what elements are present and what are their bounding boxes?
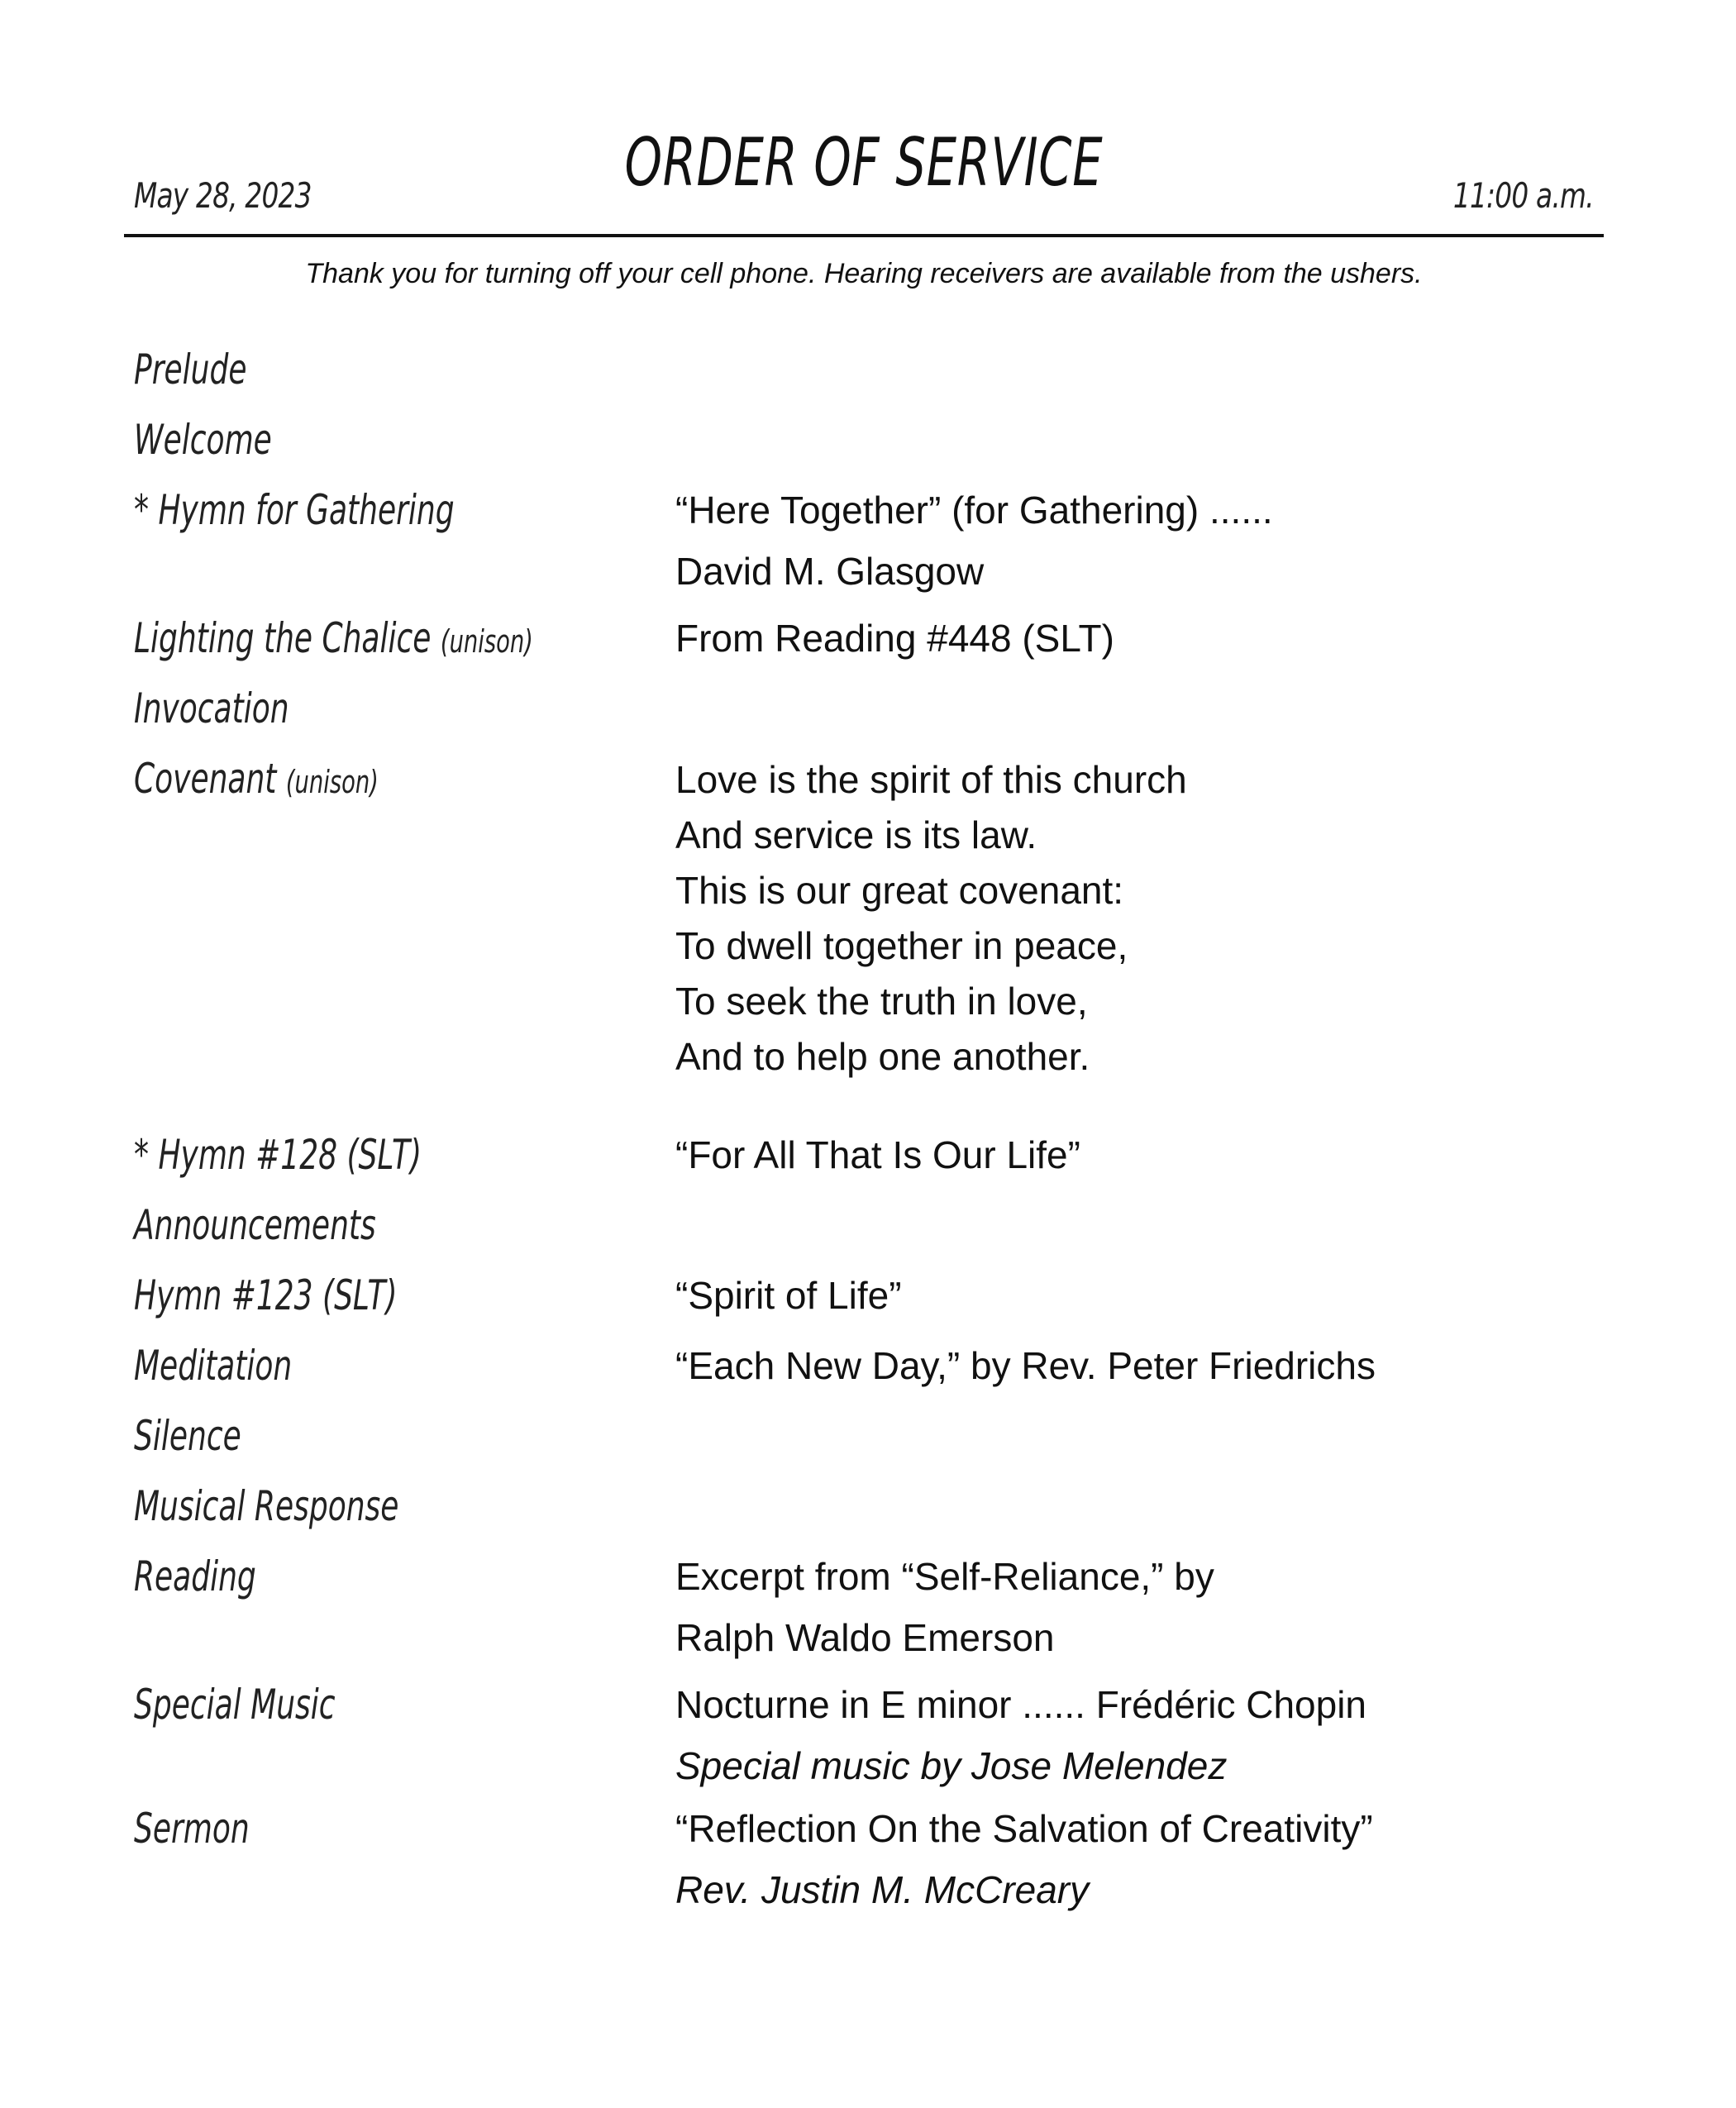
item-label: Reading <box>134 1552 256 1600</box>
item-label: Hymn #123 (SLT) <box>134 1271 398 1319</box>
content-line: To seek the truth in love, <box>675 980 1088 1023</box>
content-line: Ralph Waldo Emerson <box>675 1616 1055 1659</box>
item-label: Announcements <box>134 1201 376 1249</box>
content-line: And service is its law. <box>675 813 1037 856</box>
item-label: Special Music <box>134 1681 336 1729</box>
content-line: David M. Glasgow <box>675 550 985 593</box>
service-date: May 28, 2023 <box>134 175 312 216</box>
header-divider <box>124 234 1604 237</box>
item-label-note: (unison) <box>285 764 379 800</box>
content-line: “Here Together” (for Gathering) ...... <box>675 489 1273 532</box>
item-label <box>134 614 533 662</box>
service-header <box>124 116 1604 240</box>
page-title: ORDER OF SERVICE <box>624 124 1104 201</box>
service-time: 11:00 a.m. <box>1453 175 1594 216</box>
item-label-note: (unison) <box>440 623 533 660</box>
covenant-text <box>675 752 1187 1085</box>
item-content <box>675 608 1114 669</box>
content-line: To dwell together in peace, <box>675 924 1128 967</box>
content-line: Nocturne in E minor ...... Frédéric Chopin <box>675 1683 1366 1726</box>
item-label-text: Covenant <box>134 755 277 803</box>
item-content <box>675 1124 1080 1185</box>
item-label-text: Lighting the Chalice <box>134 614 432 662</box>
content-line: Excerpt from “Self-Reliance,” by <box>675 1555 1214 1598</box>
item-label <box>134 755 379 803</box>
item-label: Silence <box>134 1412 241 1460</box>
item-label: Musical Response <box>134 1482 399 1530</box>
item-label: Prelude <box>134 346 247 393</box>
item-content <box>675 1798 1373 1920</box>
content-line: Love is the spirit of this church <box>675 758 1187 801</box>
item-content <box>675 479 1273 602</box>
item-label: * Hymn for Gathering <box>134 486 455 534</box>
item-content <box>675 1335 1376 1396</box>
phone-notice: Thank you for turning off your cell phone. Hearing receivers are available from the ushers. <box>305 258 1423 289</box>
content-line: This is our great covenant: <box>675 869 1124 912</box>
performer-line: Special music by Jose Melendez <box>675 1744 1228 1787</box>
content-line: And to help one another. <box>675 1035 1090 1078</box>
content-line: “Reflection On the Salvation of Creativity” <box>675 1807 1373 1850</box>
preacher-line: Rev. Justin M. McCreary <box>675 1868 1090 1911</box>
item-content <box>675 1546 1214 1668</box>
item-label: Invocation <box>134 684 289 732</box>
item-content <box>675 1674 1366 1796</box>
item-content <box>675 1265 902 1326</box>
content-line: From Reading #448 (SLT) <box>675 617 1114 660</box>
item-label: Welcome <box>134 416 272 464</box>
content-line: “For All That Is Our Life” <box>675 1133 1080 1176</box>
item-label: Sermon <box>134 1805 250 1853</box>
content-line: “Each New Day,” by Rev. Peter Friedrichs <box>675 1344 1376 1387</box>
item-label: * Hymn #128 (SLT) <box>134 1131 422 1179</box>
content-line: “Spirit of Life” <box>675 1274 902 1317</box>
item-label: Meditation <box>134 1342 293 1390</box>
